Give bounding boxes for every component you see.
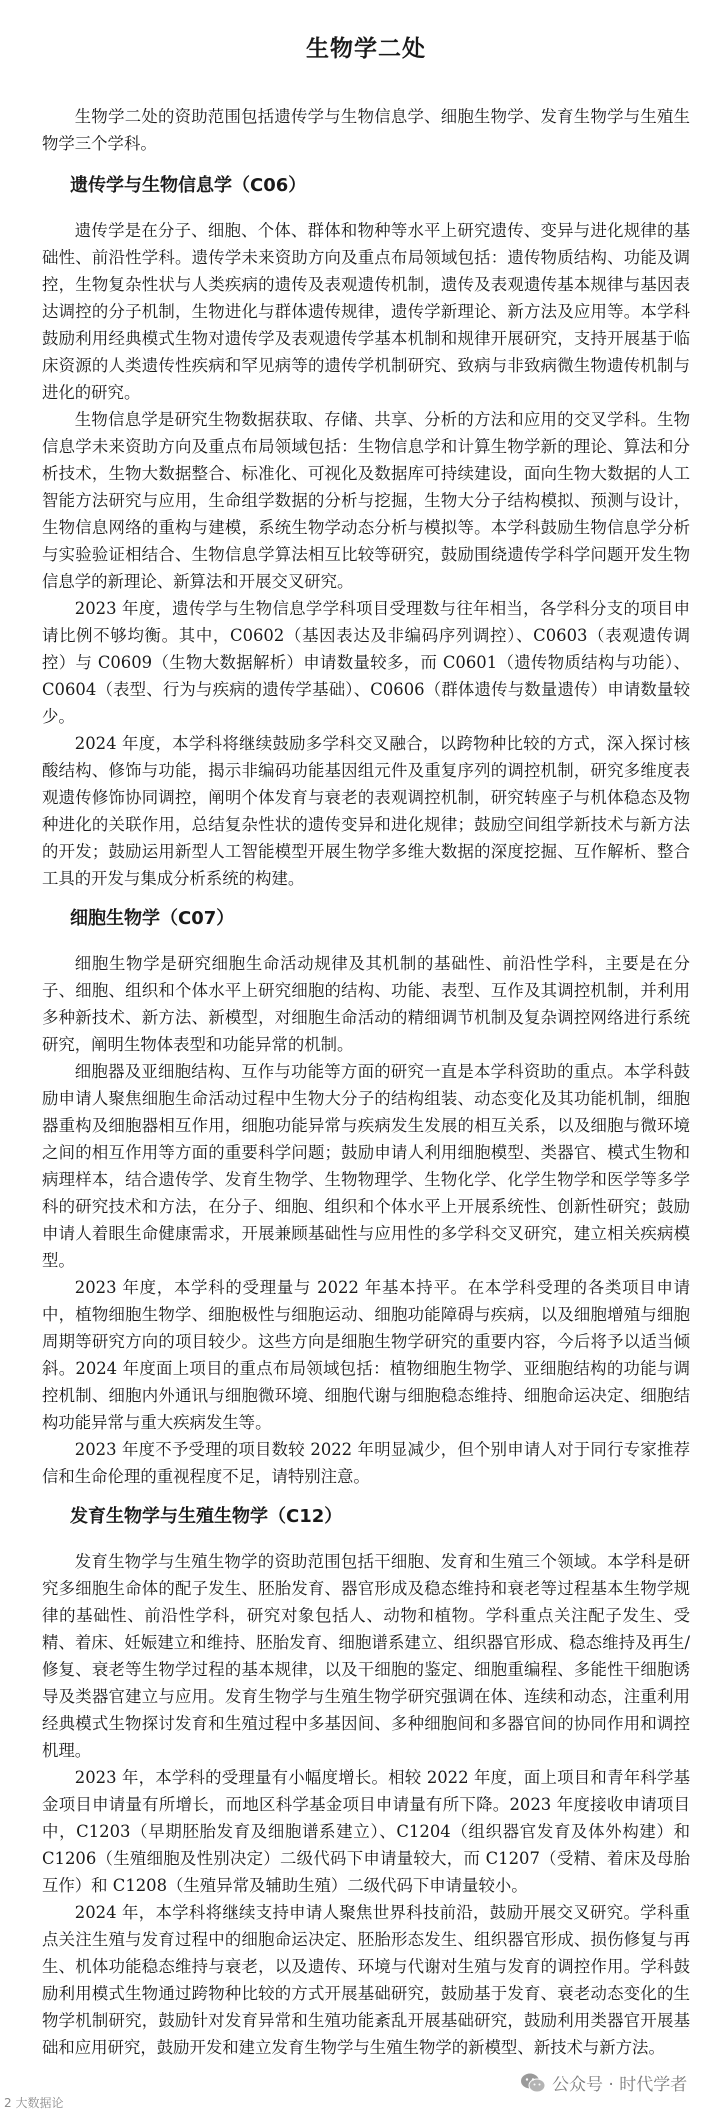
paragraph: 2023 年度，遗传学与生物信息学学科项目受理数与往年相当，各学科分支的项目申请比例不够均衡。其中，C0602（基因表达及非编码序列调控）、C0603（表观遗传调控）与 C0609（生物大数据解析）申请数量较多，而 C0601（遗传物质结构与功能）、C0604（表型、行为与疾病的遗传学基础）、C0606（群体遗传与数量遗传）申请数量较少。 bbox=[42, 599, 690, 726]
paragraph: 2023 年，本学科的受理量有小幅度增长。相较 2022 年度，面上项目和青年科学基金项目申请量有所增长，而地区科学基金项目申请量有所下降。2023 年度接收申请项目中，C1203（早期胚胎发育及细胞谱系建立）、C1204（组织器官发育及体外构建）和 C1206（生殖细胞及性别决定）二级代码下申请量较大，而 C1207（受精、着床及母胎互作）和 C1208（生殖异常及辅助生殖）二级代码下申请量较小。 bbox=[42, 1768, 690, 1895]
paragraph: 发育生物学与生殖生物学的资助范围包括干细胞、发育和生殖三个领域。本学科是研究多细胞生命体的配子发生、胚胎发育、器官形成及稳态维持和衰老等过程基本生物学规律的基础性、前沿性学科，研究对象包括人、动物和植物。学科重点关注配子发生、受精、着床、妊娠建立和维持、胚胎发育、细胞谱系建立、组织器官形成、稳态维持及再生/修复、衰老等生物学过程的基本规律，以及干细胞的鉴定、细胞重编程、多能性干细胞诱导及类器官建立与应用。发育生物学与生殖生物学研究强调在体、连续和动态，注重利用经典模式生物探讨发育和生殖过程中多基因间、多种细胞间和多器官间的协同作用和调控机理。 bbox=[42, 1552, 690, 1760]
section-developmental-biology bbox=[42, 1502, 690, 2061]
page-title: 生物学二处 bbox=[306, 36, 426, 62]
paragraph: 生物信息学是研究生物数据获取、存储、共享、分析的方法和应用的交叉学科。生物信息学未来资助方向及重点布局领域包括：生物信息学和计算生物学新的理论、算法和分析技术，生物大数据整合、标准化、可视化及数据库可持续建设，面向生物大数据的人工智能方法研究与应用，生命组学数据的分析与挖掘，生物大分子结构模拟、预测与设计，生物信息网络的重构与建模，系统生物学动态分析与模拟等。本学科鼓励生物信息学分析与实验验证相结合、生物信息学算法相互比较等研究，鼓励围绕遗传学科学问题开发生物信息学的新理论、新算法和开展交叉研究。 bbox=[42, 410, 690, 591]
paragraph: 2024 年度，本学科将继续鼓励多学科交叉融合，以跨物种比较的方式，深入探讨核酸结构、修饰与功能，揭示非编码功能基因组元件及重复序列的调控机制，研究多维度表观遗传修饰协同调控，阐明个体发育与衰老的表观调控机制，研究转座子与机体稳态及物种进化的关联作用，总结复杂性状的遗传变异和进化规律；鼓励空间组学新技术与新方法的开发；鼓励运用新型人工智能模型开展生物学多维大数据的深度挖掘、互作解析、整合工具的开发与集成分析系统的构建。 bbox=[42, 734, 690, 888]
intro-paragraph: 生物学二处的资助范围包括遗传学与生物信息学、细胞生物学、发育生物学与生殖生物学三个学科。 bbox=[42, 107, 690, 153]
section-heading: 遗传学与生物信息学（C06） bbox=[70, 175, 307, 196]
paragraph: 2023 年度不予受理的项目数较 2022 年明显减少，但个别申请人对于同行专家推荐信和生命伦理的重视程度不足，请特别注意。 bbox=[42, 1440, 690, 1486]
wechat-icon bbox=[520, 2072, 546, 2094]
section-cell-biology bbox=[42, 904, 690, 1490]
paragraph: 细胞生物学是研究细胞生命活动规律及其机制的基础性、前沿性学科，主要是在分子、细胞、组织和个体水平上研究细胞的结构、功能、表型、互作及其调控机制，并利用多种新技术、新方法、新模型，对细胞生命活动的精细调节机制及复杂调控网络进行系统研究，阐明生物体表型和功能异常的机制。 bbox=[42, 954, 690, 1054]
section-heading: 细胞生物学（C07） bbox=[70, 908, 235, 929]
section-heading: 发育生物学与生殖生物学（C12） bbox=[70, 1506, 343, 1527]
paragraph: 遗传学是在分子、细胞、个体、群体和物种等水平上研究遗传、变异与进化规律的基础性、前沿性学科。遗传学未来资助方向及重点布局领域包括：遗传物质结构、功能及调控，生物复杂性状与人类疾病的遗传及表观遗传机制，遗传及表观遗传基本规律与基因表达调控的分子机制，生物进化与群体遗传规律，遗传学新理论、新方法及应用等。本学科鼓励利用经典模式生物对遗传学及表观遗传学基本机制和规律开展研究，支持开展基于临床资源的人类遗传性疾病和罕见病等的遗传学机制研究、致病与非致病微生物遗传机制与进化的研究。 bbox=[42, 221, 690, 402]
paragraph: 2023 年度，本学科的受理量与 2022 年基本持平。在本学科受理的各类项目申请中，植物细胞生物学、细胞极性与细胞运动、细胞功能障碍与疾病，以及细胞增殖与细胞周期等研究方向的项目较少。这些方向是细胞生物学研究的重要内容，今后将予以适当倾斜。2024 年度面上项目的重点布局领域包括：植物细胞生物学、亚细胞结构的功能与调控机制、细胞内外通讯与细胞微环境、细胞代谢与细胞稳态维持、细胞命运决定、细胞结构功能异常与重大疾病发生等。 bbox=[42, 1278, 690, 1432]
wechat-watermark bbox=[520, 2070, 687, 2095]
corner-watermark: 2 大数据论 bbox=[4, 2096, 64, 2110]
watermark-text: 公众号 · 时代学者 bbox=[552, 2075, 688, 2095]
paragraph: 2024 年，本学科将继续支持申请人聚焦世界科技前沿，鼓励开展交叉研究。学科重点关注生殖与发育过程中的细胞命运决定、胚胎形态发生、组织器官形成、损伤修复与再生、机体功能稳态维持与衰老，以及遗传、环境与代谢对生殖与发育的调控作用。学科鼓励利用模式生物通过跨物种比较的方式开展基础研究，鼓励基于发育、衰老动态变化的生物学机制研究，鼓励针对发育异常和生殖功能紊乱开展基础研究，鼓励利用类器官开展基础和应用研究，鼓励开发和建立发育生物学与生殖生物学的新模型、新技术与新方法。 bbox=[42, 1903, 690, 2057]
paragraph: 细胞器及亚细胞结构、互作与功能等方面的研究一直是本学科资助的重点。本学科鼓励申请人聚焦细胞生命活动过程中生物大分子的结构组装、动态变化及其功能机制，细胞器重构及细胞器相互作用，细胞功能异常与疾病发生发展的相互关系，以及细胞与微环境之间的相互作用等方面的重要科学问题；鼓励申请人利用细胞模型、类器官、模式生物和病理样本，结合遗传学、发育生物学、生物物理学、生物化学、化学生物学和医学等多学科的研究技术和方法，在分子、细胞、组织和个体水平上开展系统性、创新性研究；鼓励申请人着眼生命健康需求，开展兼顾基础性与应用性的多学科交叉研究，建立相关疾病模型。 bbox=[42, 1062, 690, 1270]
section-genetics bbox=[42, 171, 690, 892]
document bbox=[42, 24, 690, 2061]
